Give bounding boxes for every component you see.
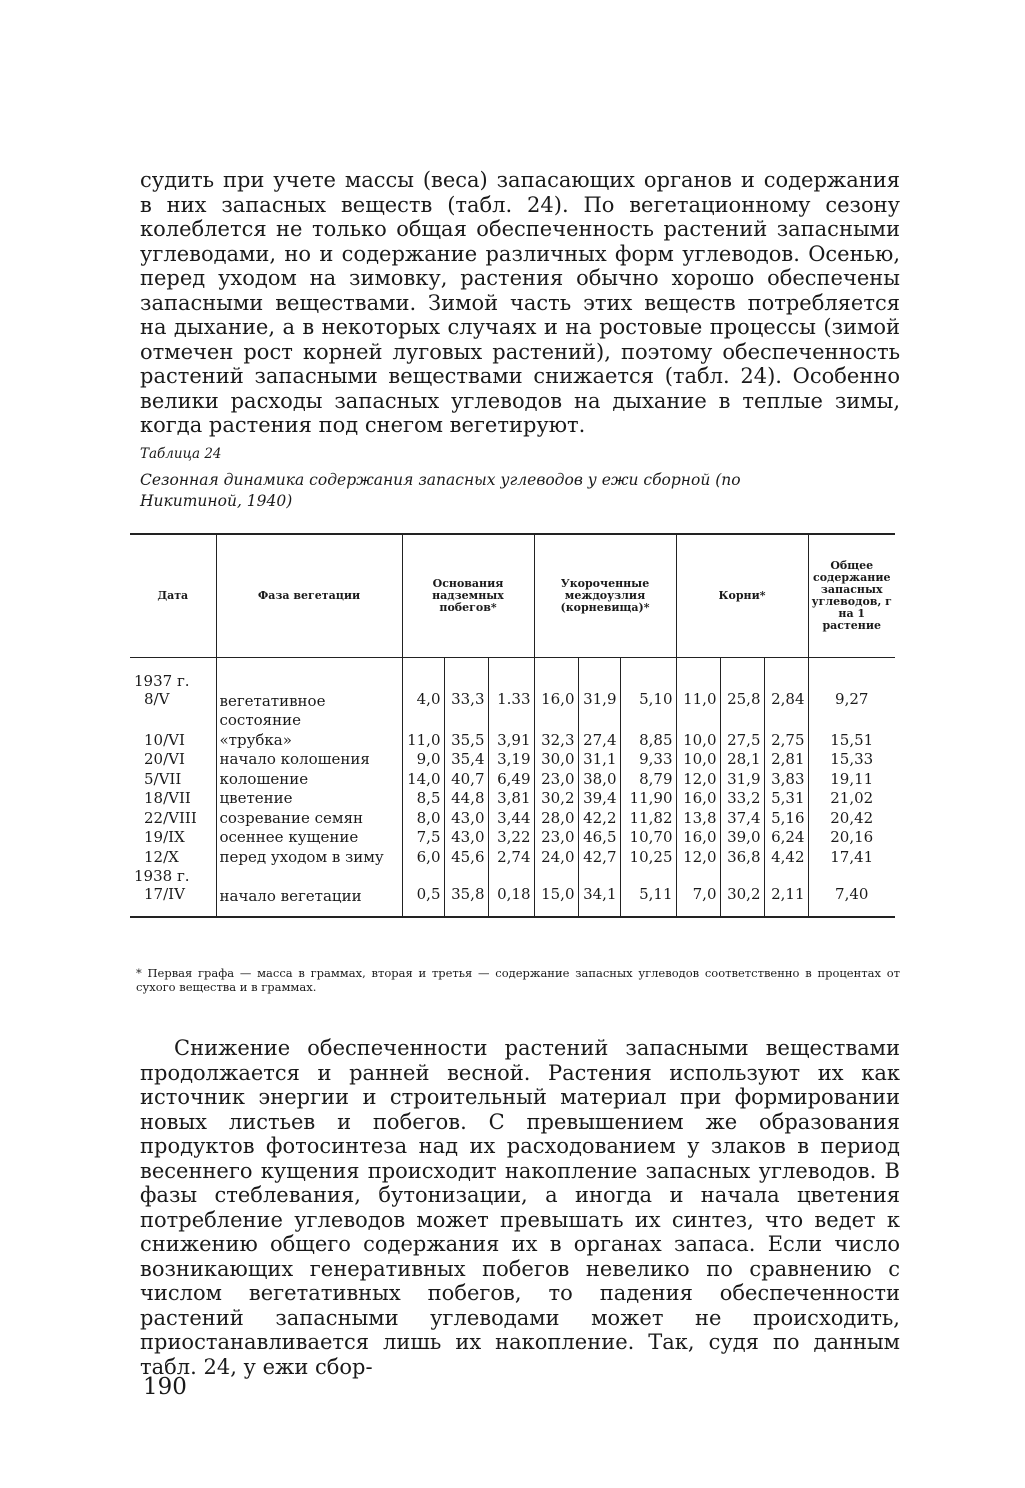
cell-value: 2,75 bbox=[764, 731, 808, 751]
cell-date bbox=[130, 789, 216, 809]
cell-value: 8,79 bbox=[620, 770, 676, 790]
cell-value: 16,0 bbox=[676, 828, 720, 848]
cell-value: 33,2 bbox=[720, 789, 764, 809]
cell-date bbox=[130, 867, 216, 917]
cell-value: 15,0 bbox=[534, 867, 578, 917]
cell-value: 25,8 bbox=[720, 672, 764, 731]
date-label: 20/VI bbox=[144, 750, 185, 768]
date-label: 18/VII bbox=[144, 789, 191, 807]
cell-value: 10,25 bbox=[620, 848, 676, 868]
cell-value: 3,19 bbox=[488, 750, 534, 770]
cell-value: 11,0 bbox=[402, 731, 444, 751]
date-label: 8/V bbox=[144, 690, 170, 708]
cell-value: 23,0 bbox=[534, 828, 578, 848]
year-label: 1938 г. bbox=[134, 867, 190, 885]
date-label: 5/VII bbox=[144, 769, 182, 788]
cell-total: 15,33 bbox=[808, 750, 895, 770]
cell-value: 5,10 bbox=[620, 672, 676, 731]
year-label: 1937 г. bbox=[134, 672, 190, 690]
cell-total: 7,40 bbox=[808, 867, 895, 917]
cell-total: 17,41 bbox=[808, 848, 895, 868]
cell-value: 2,81 bbox=[764, 750, 808, 770]
table-row bbox=[130, 867, 895, 917]
cell-value: 6,49 bbox=[488, 770, 534, 790]
cell-value: 30,2 bbox=[534, 789, 578, 809]
date-label: 12/X bbox=[144, 847, 179, 866]
cell-value: 39,4 bbox=[578, 789, 620, 809]
cell-date bbox=[130, 672, 216, 731]
table-row bbox=[130, 809, 895, 829]
cell-value: 0,18 bbox=[488, 867, 534, 917]
cell-value: 8,0 bbox=[402, 809, 444, 829]
cell-value: 6,24 bbox=[764, 828, 808, 848]
cell-value: 16,0 bbox=[676, 789, 720, 809]
cell-value: 3,83 bbox=[764, 770, 808, 790]
cell-total: 15,51 bbox=[808, 731, 895, 751]
body-paragraph-2: Снижение обеспеченности растений запасными веществами продолжается и ранней весной. Растения используют их как источник энергии и строительный материал при формировании новых листьев и побегов. С превышением же образования продуктов фотосинтеза над их расходованием у злаков в период весеннего кущения происходит накопление запасных углеводов. В фазы стеблевания, бутонизации, а иногда и начала цветения потребление углеводов может превышать их синтез, что ведет к снижению общего содержания их в органах запаса. Если число возникающих генеративных побегов невелико по сравнению с числом вегетативных побегов, то падения обеспеченности растений запасными углеводами может не происходить, приостанавливается лишь их накопление. Так, судя по данным табл. 24, у ежи сбор- bbox=[140, 1036, 900, 1379]
date-label: 10/VI bbox=[144, 730, 185, 749]
carbohydrate-table bbox=[130, 533, 895, 918]
table-row bbox=[130, 672, 895, 731]
header-total: Общее содержание запасных углеводов, г на 1 растение bbox=[808, 534, 895, 658]
cell-value: 37,4 bbox=[720, 809, 764, 829]
cell-value: 43,0 bbox=[444, 809, 488, 829]
cell-date bbox=[130, 750, 216, 770]
cell-value: 12,0 bbox=[676, 770, 720, 790]
cell-value: 40,7 bbox=[444, 770, 488, 790]
cell-value: 8,85 bbox=[620, 731, 676, 751]
cell-total: 20,42 bbox=[808, 809, 895, 829]
cell-value: 34,1 bbox=[578, 867, 620, 917]
cell-phase: начало колошения bbox=[216, 750, 402, 770]
cell-value: 6,0 bbox=[402, 848, 444, 868]
cell-phase: начало вегетации bbox=[216, 867, 402, 917]
table-row bbox=[130, 750, 895, 770]
cell-value: 8,5 bbox=[402, 789, 444, 809]
cell-value: 0,5 bbox=[402, 867, 444, 917]
cell-phase: перед уходом в зиму bbox=[216, 848, 402, 868]
table-row bbox=[130, 770, 895, 790]
cell-value: 28,0 bbox=[534, 809, 578, 829]
cell-value: 10,0 bbox=[676, 750, 720, 770]
date-label: 22/VIII bbox=[144, 808, 197, 827]
cell-value: 5,16 bbox=[764, 809, 808, 829]
cell-value: 44,8 bbox=[444, 789, 488, 809]
cell-value: 12,0 bbox=[676, 848, 720, 868]
table-row bbox=[130, 848, 895, 868]
cell-phase: цветение bbox=[216, 789, 402, 809]
header-shortened-internodes: Укороченные междоузлия (корневища)* bbox=[534, 534, 676, 658]
table-footnote: * Первая графа — масса в граммах, вторая и третья — содержание запасных углеводов соответственно в процентах от сухого вещества и в граммах. bbox=[136, 966, 900, 994]
cell-value: 30,2 bbox=[720, 867, 764, 917]
cell-value: 9,33 bbox=[620, 750, 676, 770]
table-header-row bbox=[130, 534, 895, 658]
cell-value: 3,22 bbox=[488, 828, 534, 848]
cell-phase: «трубка» bbox=[216, 731, 402, 751]
cell-date bbox=[130, 809, 216, 829]
cell-value: 31,9 bbox=[578, 672, 620, 731]
cell-value: 42,7 bbox=[578, 848, 620, 868]
date-label: 19/IX bbox=[144, 828, 185, 846]
cell-value: 2,84 bbox=[764, 672, 808, 731]
cell-date bbox=[130, 731, 216, 751]
cell-phase: вегетативное состояние bbox=[216, 672, 402, 731]
cell-value: 14,0 bbox=[402, 770, 444, 790]
cell-value: 28,1 bbox=[720, 750, 764, 770]
cell-value: 3,91 bbox=[488, 731, 534, 751]
cell-value: 9,0 bbox=[402, 750, 444, 770]
cell-value: 31,1 bbox=[578, 750, 620, 770]
cell-value: 46,5 bbox=[578, 828, 620, 848]
header-roots: Корни* bbox=[676, 534, 808, 658]
cell-phase: колошение bbox=[216, 770, 402, 790]
cell-value: 10,0 bbox=[676, 731, 720, 751]
cell-value: 11,82 bbox=[620, 809, 676, 829]
cell-value: 5,31 bbox=[764, 789, 808, 809]
cell-value: 35,4 bbox=[444, 750, 488, 770]
cell-value: 10,70 bbox=[620, 828, 676, 848]
cell-value: 39,0 bbox=[720, 828, 764, 848]
cell-value: 13,8 bbox=[676, 809, 720, 829]
cell-value: 27,4 bbox=[578, 731, 620, 751]
cell-value: 1.33 bbox=[488, 672, 534, 731]
cell-value: 16,0 bbox=[534, 672, 578, 731]
cell-value: 35,8 bbox=[444, 867, 488, 917]
cell-total: 20,16 bbox=[808, 828, 895, 848]
cell-value: 35,5 bbox=[444, 731, 488, 751]
cell-total: 19,11 bbox=[808, 770, 895, 790]
cell-phase: осеннее кущение bbox=[216, 828, 402, 848]
cell-value: 38,0 bbox=[578, 770, 620, 790]
cell-phase: созревание семян bbox=[216, 809, 402, 829]
cell-value: 24,0 bbox=[534, 848, 578, 868]
header-date: Дата bbox=[130, 534, 216, 658]
cell-value: 3,81 bbox=[488, 789, 534, 809]
cell-value: 31,9 bbox=[720, 770, 764, 790]
cell-value: 30,0 bbox=[534, 750, 578, 770]
header-shoot-bases: Основания надземных побегов* bbox=[402, 534, 534, 658]
cell-value: 5,11 bbox=[620, 867, 676, 917]
cell-value: 11,90 bbox=[620, 789, 676, 809]
table-row bbox=[130, 828, 895, 848]
cell-value: 2,74 bbox=[488, 848, 534, 868]
cell-value: 4,0 bbox=[402, 672, 444, 731]
cell-total: 9,27 bbox=[808, 672, 895, 731]
cell-value: 42,2 bbox=[578, 809, 620, 829]
cell-value: 3,44 bbox=[488, 809, 534, 829]
cell-value: 32,3 bbox=[534, 731, 578, 751]
page-number: 190 bbox=[143, 1374, 187, 1400]
cell-value: 45,6 bbox=[444, 848, 488, 868]
cell-value: 2,11 bbox=[764, 867, 808, 917]
cell-value: 27,5 bbox=[720, 731, 764, 751]
cell-total: 21,02 bbox=[808, 789, 895, 809]
cell-value: 7,0 bbox=[676, 867, 720, 917]
cell-value: 4,42 bbox=[764, 848, 808, 868]
table-spacer-row bbox=[130, 658, 895, 673]
cell-date bbox=[130, 828, 216, 848]
cell-date bbox=[130, 770, 216, 790]
cell-value: 7,5 bbox=[402, 828, 444, 848]
table-row bbox=[130, 789, 895, 809]
body-paragraph-1: судить при учете массы (веса) запасающих органов и содержания в них запасных веществ (табл. 24). По вегетационному сезону колеблется не только общая обеспеченность растений запасными углеводами, но и содержание различных форм углеводов. Осенью, перед уходом на зимовку, растения обычно хорошо обеспечены запасными веществами. Зимой часть этих веществ потребляется на дыхание, а в некоторых случаях и на ростовые процессы (зимой отмечен рост корней луговых растений), поэтому обеспеченность растений запасными веществами снижается (табл. 24). Особенно велики расходы запасных углеводов на дыхание в теплые зимы, когда растения под снегом вегетируют. bbox=[140, 168, 900, 437]
cell-value: 43,0 bbox=[444, 828, 488, 848]
table-row bbox=[130, 731, 895, 751]
date-label: 17/IV bbox=[144, 885, 185, 903]
table-label: Таблица 24 bbox=[140, 446, 222, 462]
cell-date bbox=[130, 848, 216, 868]
cell-value: 33,3 bbox=[444, 672, 488, 731]
cell-value: 23,0 bbox=[534, 770, 578, 790]
header-phase: Фаза вегетации bbox=[216, 534, 402, 658]
cell-value: 11,0 bbox=[676, 672, 720, 731]
cell-value: 36,8 bbox=[720, 848, 764, 868]
table-title: Сезонная динамика содержания запасных углеводов у ежи сборной (по Никитиной, 1940) bbox=[140, 471, 741, 510]
